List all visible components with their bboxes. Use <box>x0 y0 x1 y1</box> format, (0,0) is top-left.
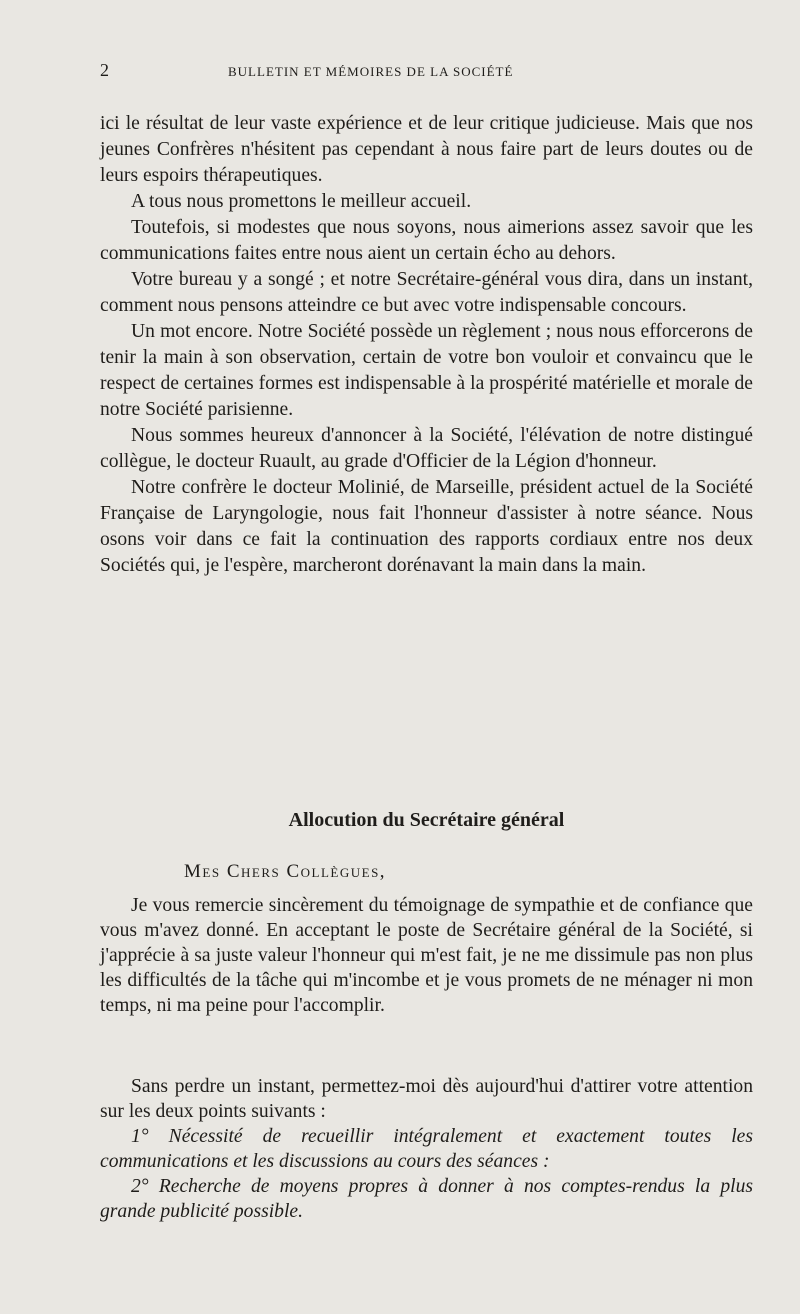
section-body-continued <box>100 1074 753 1224</box>
page-header <box>100 60 750 84</box>
list-item: 1° Nécessité de recueillir intégralement et exactement toutes les communications et les discussions au cours des séances : <box>100 1126 753 1172</box>
running-title: BULLETIN ET MÉMOIRES DE LA SOCIÉTÉ <box>228 64 514 79</box>
list-item: 2° Recherche de moyens propres à donner à nos comptes-rendus la plus grande publicité possible. <box>100 1176 753 1222</box>
paragraph: Toutefois, si modestes que nous soyons, nous aimerions assez savoir que les communications faites entre nous aient un certain écho au dehors. <box>100 217 753 264</box>
paragraph: Un mot encore. Notre Société possède un règlement ; nous nous efforcerons de tenir la main à son observation, certain de votre bon vouloir et convaincu que le respect de certaines formes est indispensable à la prospérité matérielle et morale de notre Société parisienne. <box>100 321 753 420</box>
paragraph: Nous sommes heureux d'annoncer à la Société, l'élévation de notre distingué collègue, le docteur Ruault, au grade d'Officier de la Légion d'honneur. <box>100 425 753 472</box>
paragraph: A tous nous promettons le meilleur accueil. <box>131 191 472 212</box>
section-body <box>100 893 753 1018</box>
paragraph: ici le résultat de leur vaste expérience et de leur critique judicieuse. Mais que nos jeunes Confrères n'hésitent pas cependant à nous faire part de leurs doutes ou de leurs espoirs thérapeutiques. <box>100 113 753 186</box>
salutation: Mes Chers Collègues, <box>184 861 387 882</box>
paragraph: Je vous remercie sincèrement du témoignage de sympathie et de confiance que vous m'avez donné. En acceptant le poste de Secrétaire général de la Société, si j'apprécie à sa juste valeur l'honneur qui m'est fait, je ne me dissimule pas non plus les difficultés de la tâche qui m'incombe et je vous promets de ne ménager ni mon temps, ni ma peine pour l'accomplir. <box>100 895 753 1016</box>
paragraph: Votre bureau y a songé ; et notre Secrétaire-général vous dira, dans un instant, comment nous pensons atteindre ce but avec votre indispensable concours. <box>100 269 753 316</box>
body-text <box>100 111 753 579</box>
paragraph: Sans perdre un instant, permettez-moi dès aujourd'hui d'attirer votre attention sur les deux points suivants : <box>100 1076 753 1122</box>
page-number: 2 <box>100 60 110 80</box>
paragraph: Notre confrère le docteur Molinié, de Marseille, président actuel de la Société Française de Laryngologie, nous fait l'honneur d'assister à notre séance. Nous osons voir dans ce fait la continuation des rapports cordiaux entre nos deux Sociétés qui, je l'espère, marcheront dorénavant la main dans la main. <box>100 477 753 576</box>
section-heading: Allocution du Secrétaire général <box>288 809 565 831</box>
